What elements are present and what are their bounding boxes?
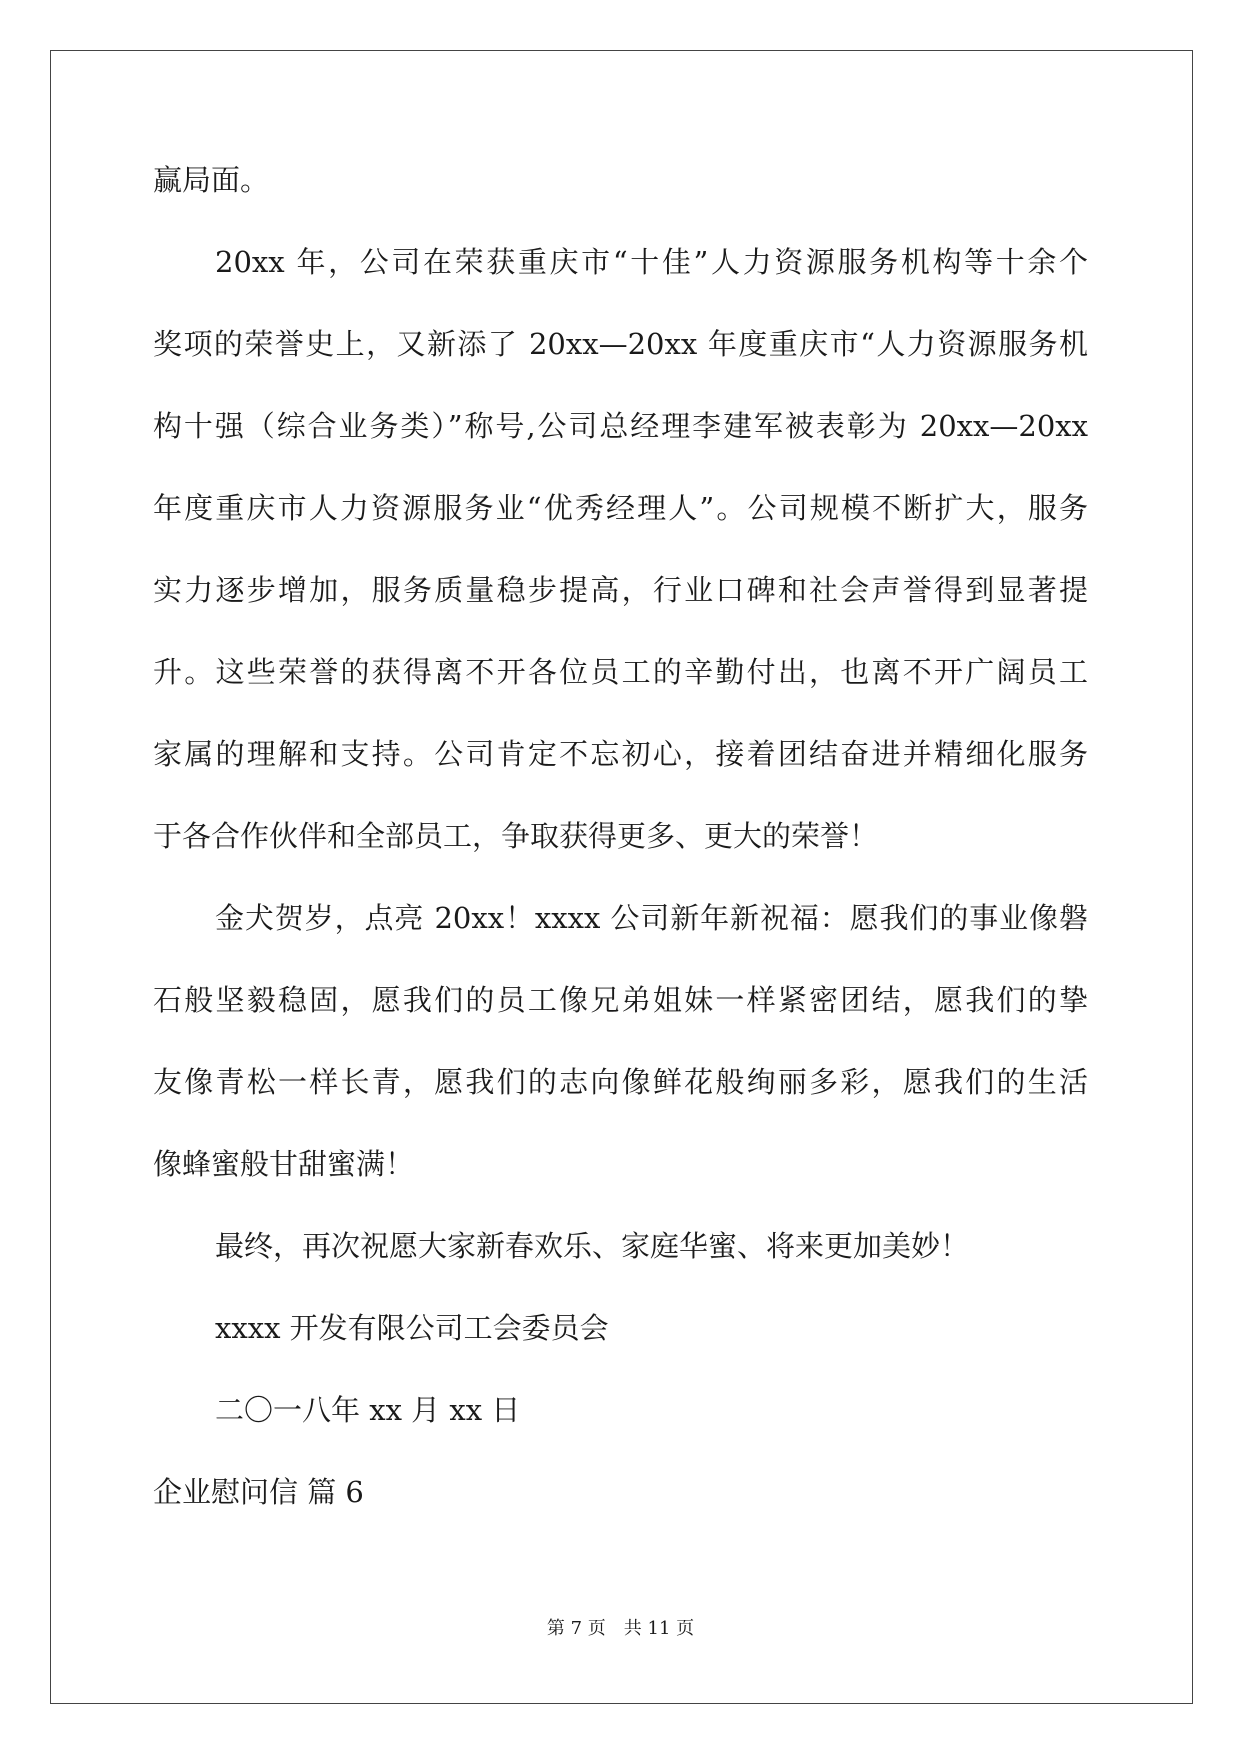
page-number: 第 7 页 [546, 1618, 606, 1639]
page-footer [0, 1614, 1241, 1640]
text-line-10: 金犬贺岁，点亮 20xx！xxxx 公司新年新祝福：愿我们的事业像磐 [215, 901, 1088, 935]
text-line-13: 像蜂蜜般甘甜蜜满！ [153, 1147, 415, 1181]
text-line-8: 家属的理解和支持。公司肯定不忘初心，接着团结奋进并精细化服务 [153, 737, 1088, 771]
text-line-6: 实力逐步增加，服务质量稳步提高，行业口碑和社会声誉得到显著提 [153, 573, 1088, 607]
text-line-12: 友像青松一样长青，愿我们的志向像鲜花般绚丽多彩，愿我们的生活 [153, 1065, 1088, 1099]
document-body [153, 165, 1088, 1559]
text-line-5: 年度重庆市人力资源服务业“优秀经理人”。公司规模不断扩大，服务 [153, 491, 1088, 525]
text-line-9: 于各合作伙伴和全部员工，争取获得更多、更大的荣誉！ [153, 819, 879, 853]
text-line-7: 升。这些荣誉的获得离不开各位员工的辛勤付出，也离不开广阔员工 [153, 655, 1088, 689]
signature-organization: xxxx 开发有限公司工会委员会 [215, 1311, 609, 1345]
text-line-1: 赢局面。 [153, 163, 270, 197]
text-line-14: 最终，再次祝愿大家新春欢乐、家庭华蜜、将来更加美妙！ [215, 1229, 970, 1263]
page-total: 共 11 页 [623, 1618, 695, 1639]
text-line-4: 构十强（综合业务类）”称号,公司总经理李建军被表彰为 20xx—20xx [153, 409, 1088, 443]
text-line-11: 石般坚毅稳固，愿我们的员工像兄弟姐妹一样紧密团结，愿我们的挚 [153, 983, 1088, 1017]
section-heading: 企业慰问信 篇 6 [153, 1475, 364, 1509]
text-line-3: 奖项的荣誉史上，又新添了 20xx—20xx 年度重庆市“人力资源服务机 [153, 327, 1088, 361]
signature-date: 二〇一八年 xx 月 xx 日 [215, 1393, 521, 1427]
text-line-2: 20xx 年，公司在荣获重庆市“十佳”人力资源服务机构等十余个 [215, 245, 1088, 279]
